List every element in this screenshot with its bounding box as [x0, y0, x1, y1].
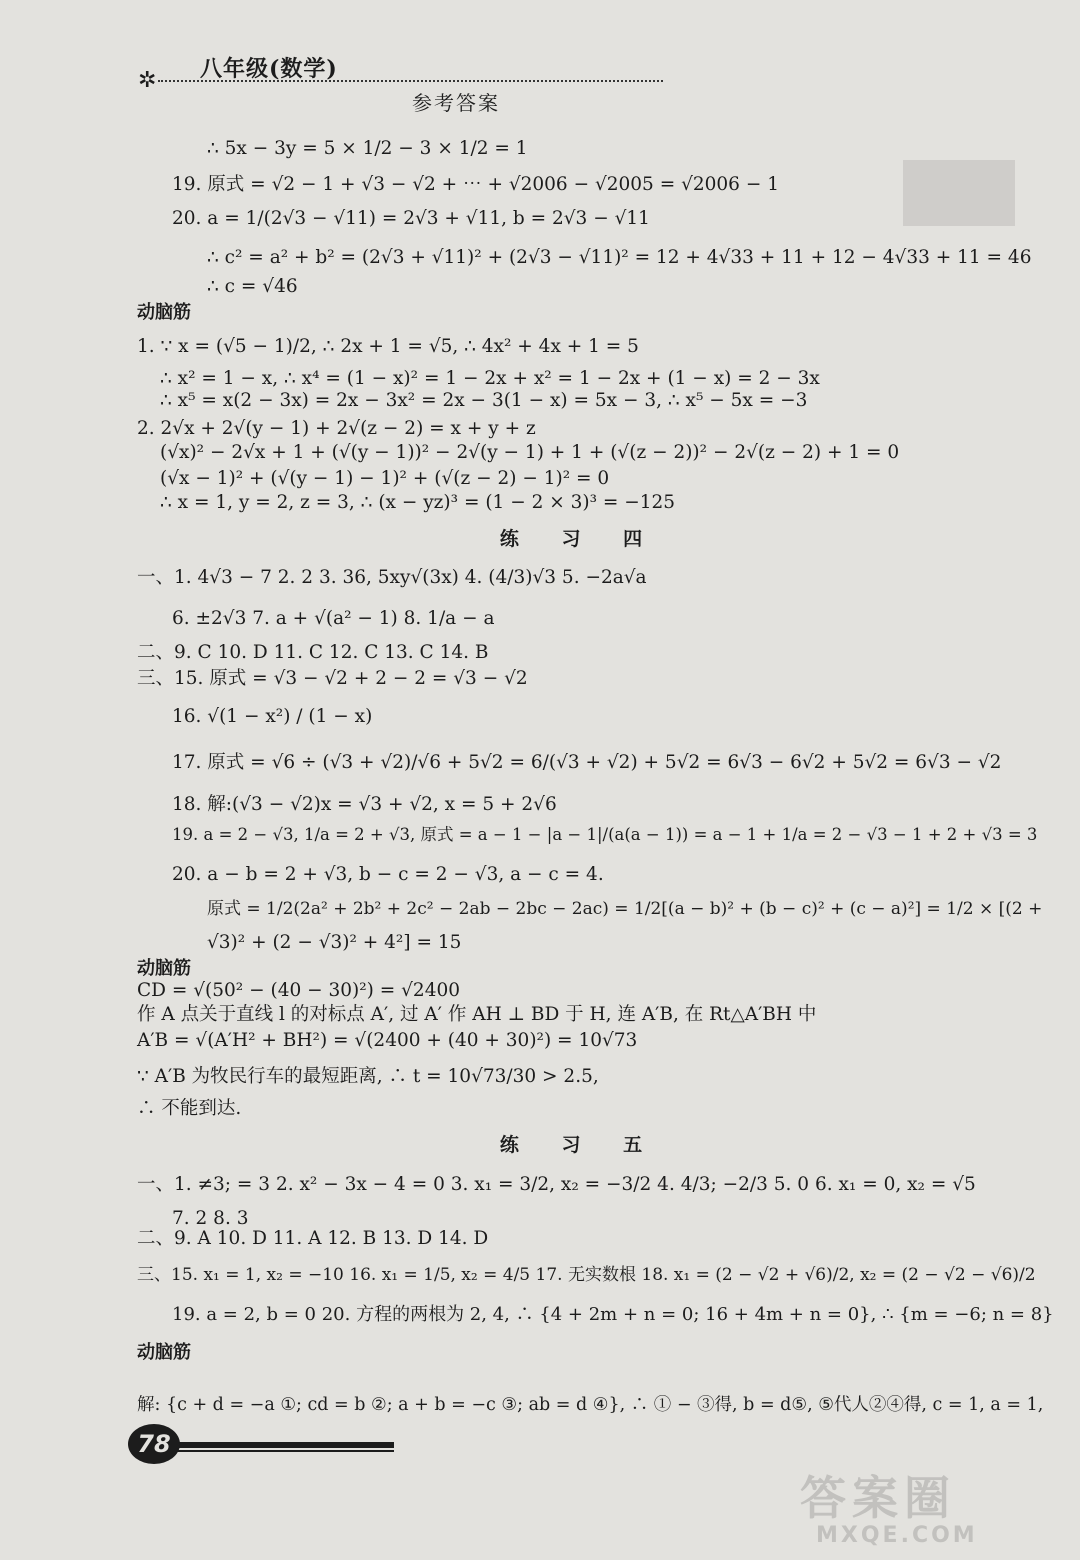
answer-line: 二、9. A 10. D 11. A 12. B 13. D 14. D — [137, 1228, 489, 1249]
page-number: 78 — [128, 1424, 180, 1464]
answer-line: 20. a = 1/(2√3 − √11) = 2√3 + √11, b = 2√3 − √11 — [172, 208, 650, 229]
answer-line: 16. √(1 − x²) / (1 − x) — [172, 706, 373, 727]
page-header-title: 八年级(数学) — [200, 56, 338, 82]
flower-ornament-icon: ✲ — [138, 68, 157, 93]
answer-line: 19. a = 2, b = 0 20. 方程的两根为 2, 4, ∴ {4 + 2m + n = 0; 16 + 4m + n = 0}, ∴ {m = −6; n = 8} — [172, 1304, 1054, 1325]
answer-line: ∴ 不能到达. — [137, 1098, 242, 1119]
answer-line: 原式 = 1/2(2a² + 2b² + 2c² − 2ab − 2bc − 2ac) = 1/2[(a − b)² + (b − c)² + (c − a)²] = 1/2 × [(2 + — [207, 899, 1043, 919]
answer-line: 7. 2 8. 3 — [172, 1208, 249, 1229]
answer-line: (√x)² − 2√x + 1 + (√(y − 1))² − 2√(y − 1) + 1 + (√(z − 2))² − 2√(z − 2) + 1 = 0 — [160, 442, 900, 463]
answer-line: 一、1. 4√3 − 7 2. 2 3. 36, 5xy√(3x) 4. (4/3)√3 5. −2a√a — [137, 567, 647, 588]
answer-line: 二、9. C 10. D 11. C 12. C 13. C 14. B — [137, 642, 489, 663]
answer-line: 三、15. x₁ = 1, x₂ = −10 16. x₁ = 1/5, x₂ = 4/5 17. 无实数根 18. x₁ = (2 − √2 + √6)/2, x₂ = (2 − √2 − √6)/2 — [137, 1265, 1036, 1285]
answer-line: A′B = √(A′H² + BH²) = √(2400 + (40 + 30)²) = 10√73 — [137, 1030, 638, 1051]
header-dotted-rule — [158, 80, 663, 82]
site-watermark — [800, 1472, 1060, 1552]
answer-line: 一、1. ≠3; = 3 2. x² − 3x − 4 = 0 3. x₁ = 3/2, x₂ = −3/2 4. 4/3; −2/3 5. 0 6. x₁ = 0, x₂ = √5 — [137, 1174, 976, 1195]
watermark-url: MXQE.COM — [816, 1523, 978, 1548]
watermark-logo-text: 答案圈 — [800, 1471, 956, 1525]
answer-line: ∴ x² = 1 − x, ∴ x⁴ = (1 − x)² = 1 − 2x + x² = 1 − 2x + (1 − x) = 2 − 3x — [160, 368, 820, 389]
answer-line: 1. ∵ x = (√5 − 1)/2, ∴ 2x + 1 = √5, ∴ 4x² + 4x + 1 = 5 — [137, 336, 639, 357]
answer-line: 17. 原式 = √6 ÷ (√3 + √2)/√6 + 5√2 = 6/(√3 + √2) + 5√2 = 6√3 − 6√2 + 5√2 = 6√3 − √2 — [172, 752, 1002, 773]
answer-line: 20. a − b = 2 + √3, b − c = 2 − √3, a − c = 4. — [172, 864, 604, 885]
section-heading-brainteaser: 动脑筋 — [137, 1342, 191, 1363]
answer-line: ∵ A′B 为牧民行车的最短距离, ∴ t = 10√73/30 > 2.5, — [137, 1066, 599, 1087]
section-heading-brainteaser: 动脑筋 — [137, 958, 191, 979]
answer-line: 三、15. 原式 = √3 − √2 + 2 − 2 = √3 − √2 — [137, 668, 528, 689]
answer-line: CD = √(50² − (40 − 30)²) = √2400 — [137, 980, 461, 1001]
answer-line: 19. 原式 = √2 − 1 + √3 − √2 + ⋯ + √2006 − √2005 = √2006 − 1 — [172, 174, 779, 195]
gray-stamp-mark — [903, 160, 1015, 226]
answer-line: 2. 2√x + 2√(y − 1) + 2√(z − 2) = x + y + z — [137, 418, 536, 439]
section-title-exercise-4: 练 习 四 — [499, 528, 661, 550]
answer-line: 作 A 点关于直线 l 的对标点 A′, 过 A′ 作 AH ⊥ BD 于 H, 连 A′B, 在 Rt△A′BH 中 — [137, 1004, 817, 1025]
answer-line: 19. a = 2 − √3, 1/a = 2 + √3, 原式 = a − 1 − |a − 1|/(a(a − 1)) = a − 1 + 1/a = 2 − √3 − 1 + 2 + √3 = 3 — [172, 825, 1038, 844]
answer-line: ∴ x⁵ = x(2 − 3x) = 2x − 3x² = 2x − 3(1 − x) = 5x − 3, ∴ x⁵ − 5x = −3 — [160, 390, 808, 411]
page-subtitle: 参考答案 — [412, 91, 500, 115]
answer-line: √3)² + (2 − √3)² + 4²] = 15 — [207, 932, 462, 953]
answer-line: ∴ c² = a² + b² = (2√3 + √11)² + (2√3 − √11)² = 12 + 4√33 + 11 + 12 − 4√33 + 11 = 46 — [207, 247, 1032, 268]
answer-line: ∴ 5x − 3y = 5 × 1/2 − 3 × 1/2 = 1 — [207, 138, 528, 159]
answer-line: 解: {c + d = −a ①; cd = b ②; a + b = −c ③; ab = d ④}, ∴ ① − ③得, b = d⑤, ⑤代人②④得, c = 1, a = 1, — [137, 1395, 1044, 1415]
footer-rule-thin — [176, 1450, 394, 1452]
answer-line: (√x − 1)² + (√(y − 1) − 1)² + (√(z − 2) − 1)² = 0 — [160, 468, 610, 489]
answer-line: ∴ x = 1, y = 2, z = 3, ∴ (x − yz)³ = (1 − 2 × 3)³ = −125 — [160, 492, 676, 513]
answer-line: 18. 解:(√3 − √2)x = √3 + √2, x = 5 + 2√6 — [172, 794, 557, 815]
answer-line: 6. ±2√3 7. a + √(a² − 1) 8. 1/a − a — [172, 608, 495, 629]
section-title-exercise-5: 练 习 五 — [499, 1134, 661, 1156]
answer-line: ∴ c = √46 — [207, 276, 298, 297]
footer-rule — [176, 1442, 394, 1448]
section-heading-brainteaser: 动脑筋 — [137, 302, 191, 323]
